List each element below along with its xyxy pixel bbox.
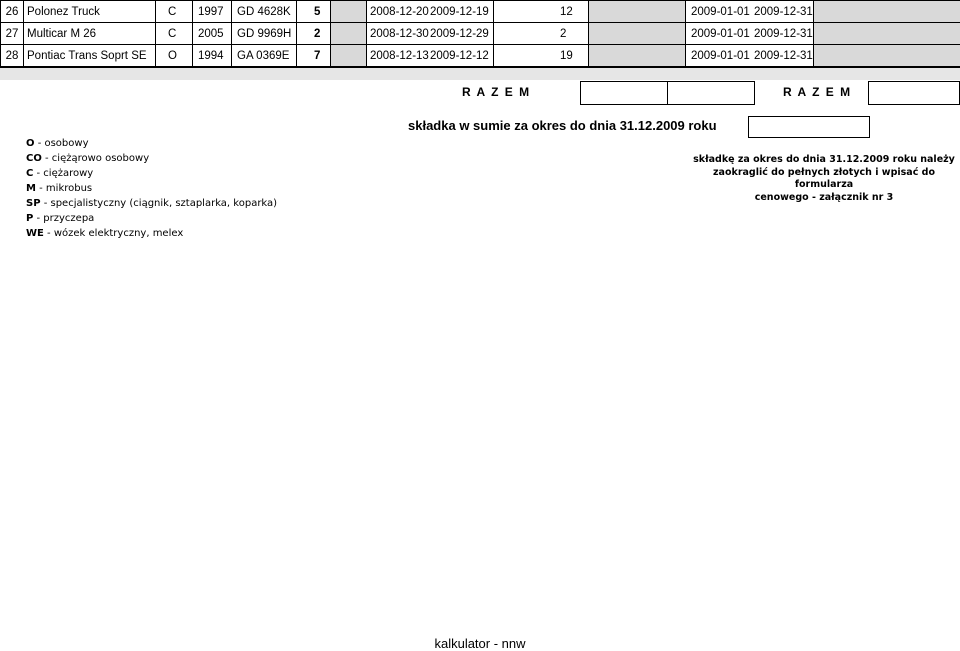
- row-number: 26: [5, 6, 19, 18]
- date-from: 2008-12-30: [370, 28, 429, 40]
- period-to: 2009-12-31: [754, 28, 813, 40]
- legend-text: - wózek elektryczny, melex: [43, 228, 184, 239]
- grid-line: [0, 22, 960, 23]
- legend-text: - ciężarowy: [33, 168, 94, 179]
- grid-line: [0, 0, 1, 68]
- grid-line: [0, 44, 960, 45]
- legend-text: - ciężąrowo osobowy: [41, 153, 150, 164]
- grid-line: [192, 0, 193, 68]
- vehicle-year: 2005: [198, 28, 224, 40]
- months: 19: [560, 50, 573, 62]
- vehicle-name: Polonez Truck: [27, 6, 100, 18]
- legend-item: [26, 196, 277, 211]
- registration: GA 0369E: [237, 50, 290, 62]
- legend-code: O: [26, 138, 35, 149]
- vehicle-name: Pontiac Trans Soprt SE: [27, 50, 147, 62]
- legend-text: - mikrobus: [35, 183, 93, 194]
- table-row[interactable]: [0, 1, 960, 23]
- date-to: 2009-12-29: [430, 28, 489, 40]
- months: 2: [560, 28, 567, 40]
- registration: GD 4628K: [237, 6, 291, 18]
- legend-item: [26, 166, 277, 181]
- grid-line: [813, 0, 814, 68]
- registration: GD 9969H: [237, 28, 292, 40]
- note-line: zaokraglić do pełnych złotych i wpisać do formularza: [713, 166, 935, 190]
- vehicle-type-legend: [26, 136, 277, 241]
- period-to: 2009-12-31: [754, 6, 813, 18]
- footer-label: kalkulator - nnw: [434, 636, 526, 651]
- legend-item: [26, 181, 277, 196]
- grid-line: [0, 0, 960, 1]
- date-to: 2009-12-19: [430, 6, 489, 18]
- group: 2: [314, 28, 321, 40]
- grid-line: [296, 0, 297, 68]
- legend-code: M: [26, 183, 36, 194]
- grid-line: [155, 0, 156, 68]
- grid-line: [588, 0, 589, 68]
- period-from: 2009-01-01: [691, 6, 750, 18]
- legend-code: C: [26, 168, 34, 179]
- period-from: 2009-01-01: [691, 50, 750, 62]
- grid-line: [366, 0, 367, 68]
- rounding-note: [690, 154, 958, 204]
- total-box[interactable]: [868, 81, 960, 105]
- date-from: 2008-12-20: [370, 6, 429, 18]
- table-row[interactable]: [0, 23, 960, 45]
- legend-code: P: [26, 213, 34, 224]
- vehicle-year: 1994: [198, 50, 224, 62]
- table-row[interactable]: [0, 45, 960, 67]
- vehicle-name: Multicar M 26: [27, 28, 97, 40]
- row-number: 28: [5, 50, 19, 62]
- separator-band: [0, 68, 960, 80]
- legend-item: [26, 136, 277, 151]
- legend-code: SP: [26, 198, 41, 209]
- legend-text: - specjalistyczny (ciągnik, sztaplarka, koparka): [40, 198, 278, 209]
- total-label: R A Z E M: [462, 85, 531, 99]
- legend-item: [26, 211, 277, 226]
- legend-code: CO: [26, 153, 42, 164]
- date-to: 2009-12-12: [430, 50, 489, 62]
- total-box[interactable]: [667, 81, 755, 105]
- total-box[interactable]: [580, 81, 668, 105]
- note-line: składkę za okres do dnia 31.12.2009 roku należy: [693, 154, 955, 165]
- grid-line: [330, 0, 331, 68]
- legend-item: [26, 151, 277, 166]
- legend-code: WE: [26, 228, 44, 239]
- date-from: 2008-12-13: [370, 50, 429, 62]
- total-label: R A Z E M: [783, 85, 852, 99]
- period-from: 2009-01-01: [691, 28, 750, 40]
- legend-text: - osobowy: [34, 138, 89, 149]
- vehicle-year: 1997: [198, 6, 224, 18]
- vehicle-table: [0, 0, 960, 68]
- period-to: 2009-12-31: [754, 50, 813, 62]
- row-number: 27: [5, 28, 19, 40]
- legend-text: - przyczepa: [33, 213, 95, 224]
- grid-line: [685, 0, 686, 68]
- grid-line: [231, 0, 232, 68]
- group: 5: [314, 6, 321, 18]
- months: 12: [560, 6, 573, 18]
- summary-box[interactable]: [748, 116, 870, 138]
- grid-line: [493, 0, 494, 68]
- group: 7: [314, 50, 321, 62]
- vehicle-type: C: [168, 28, 177, 40]
- grid-line: [23, 0, 24, 68]
- summary-label: składka w sumie za okres do dnia 31.12.2009 roku: [408, 118, 717, 133]
- legend-item: [26, 226, 277, 241]
- note-line: cenowego - załącznik nr 3: [754, 191, 894, 203]
- vehicle-type: O: [168, 50, 177, 62]
- vehicle-type: C: [168, 6, 177, 18]
